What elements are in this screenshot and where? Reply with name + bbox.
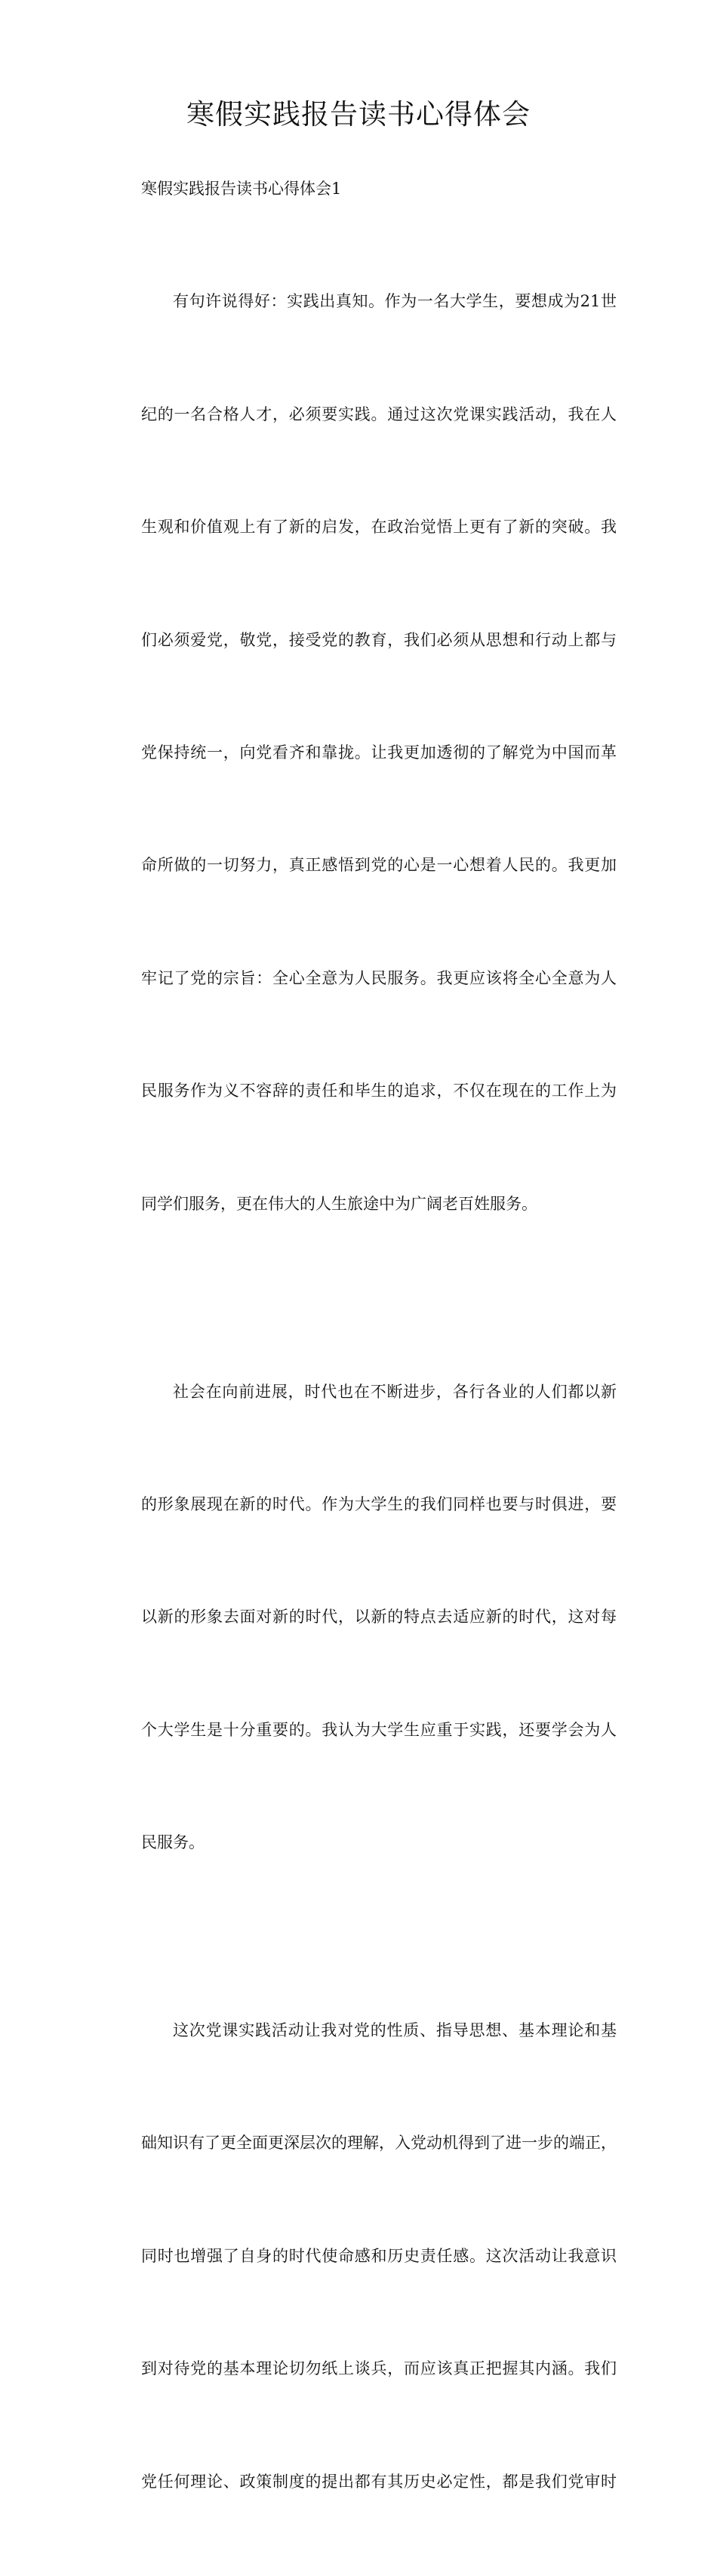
paragraph-3 xyxy=(109,1937,617,2576)
text-line: 到对待党的基本理论切勿纸上谈兵，而应该真正把握其内涵。我们 xyxy=(141,2359,617,2378)
text-line: 命所做的一切努力，真正感悟到党的心是一心想着人民的。我更加 xyxy=(141,856,617,875)
text-line: 纪的一名合格人才，必须要实践。通过这次党课实践活动，我在人 xyxy=(141,405,617,423)
document-body xyxy=(109,171,617,2576)
text-line: 础知识有了更全面更深层次的理解，入党动机得到了进一步的端正， xyxy=(141,2134,617,2153)
text-line: 民服务作为义不容辞的责任和毕生的追求，不仅在现在的工作上为 xyxy=(141,1082,617,1100)
text-line: 党保持统一，向党看齐和靠拢。让我更加透彻的了解党为中国而革 xyxy=(141,743,617,762)
paragraph-2 xyxy=(109,1298,617,1937)
document-title: 寒假实践报告读书心得体会 xyxy=(186,98,531,131)
paragraph-1 xyxy=(109,208,617,1298)
text-line: 这次党课实践活动让我对党的性质、指导思想、基本理论和基 xyxy=(173,2021,617,2040)
section-heading: 寒假实践报告读书心得体会1 xyxy=(141,180,342,198)
text-line: 有句许说得好：实践出真知。作为一名大学生，要想成为21世 xyxy=(173,292,617,311)
text-line: 同时也增强了自身的时代使命感和历史责任感。这次活动让我意识 xyxy=(141,2246,617,2265)
text-line: 的形象展现在新的时代。作为大学生的我们同样也要与时俱进，要 xyxy=(141,1494,617,1513)
text-line: 民服务。 xyxy=(141,1833,205,1852)
text-line: 同学们服务，更在伟大的人生旅途中为广阔老百姓服务。 xyxy=(141,1194,537,1213)
text-line: 个大学生是十分重要的。我认为大学生应重于实践，还要学会为人 xyxy=(141,1720,617,1739)
text-line: 党任何理论、政策制度的提出都有其历史必定性，都是我们党审时 xyxy=(141,2472,617,2491)
text-line: 社会在向前进展，时代也在不断进步，各行各业的人们都以新 xyxy=(173,1382,617,1401)
text-line: 牢记了党的宗旨：全心全意为人民服务。我更应该将全心全意为人 xyxy=(141,968,617,987)
text-line: 以新的形象去面对新的时代，以新的特点去适应新的时代，这对每 xyxy=(141,1608,617,1627)
text-line: 们必须爱党，敬党，接受党的教育，我们必须从思想和行动上都与 xyxy=(141,630,617,649)
text-line: 生观和价值观上有了新的启发，在政治觉悟上更有了新的突破。我 xyxy=(141,518,617,537)
